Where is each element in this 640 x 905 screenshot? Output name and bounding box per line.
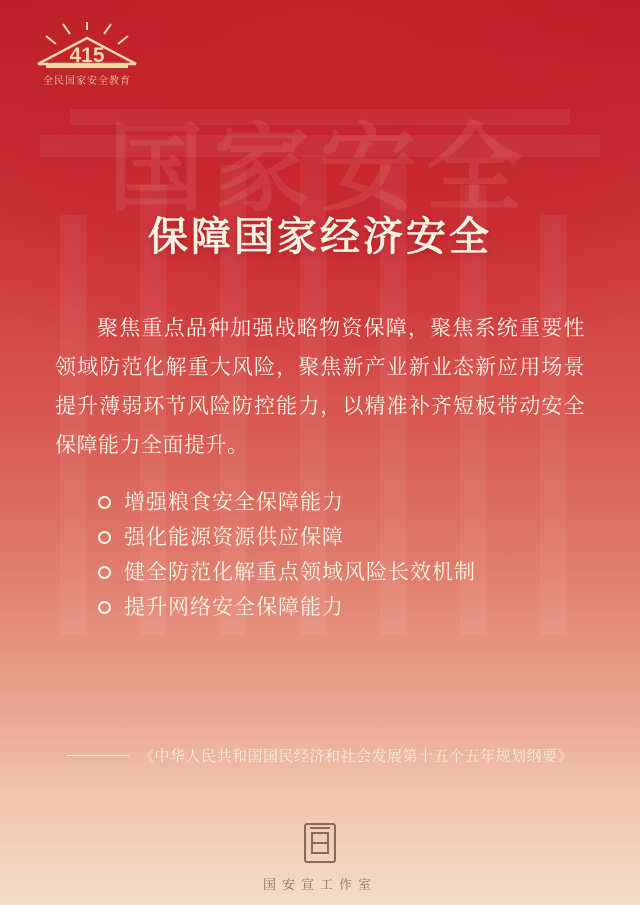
citation-rule [67, 755, 129, 756]
svg-text:全民国家安全教育: 全民国家安全教育 [43, 76, 131, 87]
footer-label: 国安宣工作室 [262, 877, 377, 892]
svg-text:415: 415 [69, 44, 105, 67]
ring-bullet-icon [98, 531, 111, 544]
body-paragraph: 聚焦重点品种加强战略物资保障，聚焦系统重要性领域防范化解重大风险，聚焦新产业新业态新应用场景提升薄弱环节风险防控能力，以精准补齐短板带动安全保障能力全面提升。 [55, 317, 585, 457]
list-item-label: 强化能源资源供应保障 [124, 526, 344, 549]
key-points-list [98, 492, 578, 632]
citation-text: 《中华人民共和国国民经济和社会发展第十五个五年规划纲要》 [138, 748, 573, 765]
ring-bullet-icon [98, 601, 111, 614]
list-item [98, 527, 578, 548]
watermark-text: 国家安全 [108, 116, 532, 223]
footer [0, 820, 640, 893]
list-item [98, 562, 578, 583]
list-item-label: 提升网络安全保障能力 [124, 596, 344, 619]
seal-icon [297, 820, 343, 866]
list-item-label: 健全防范化解重点领域风险长效机制 [124, 561, 476, 584]
list-item [98, 492, 578, 513]
ring-bullet-icon [98, 566, 111, 579]
logo-415-icon [30, 22, 145, 92]
list-item [98, 597, 578, 618]
page-title: 保障国家经济安全 [148, 215, 492, 259]
ring-bullet-icon [98, 496, 111, 509]
source-citation [0, 745, 640, 766]
list-item-label: 增强粮食安全保障能力 [124, 491, 344, 514]
